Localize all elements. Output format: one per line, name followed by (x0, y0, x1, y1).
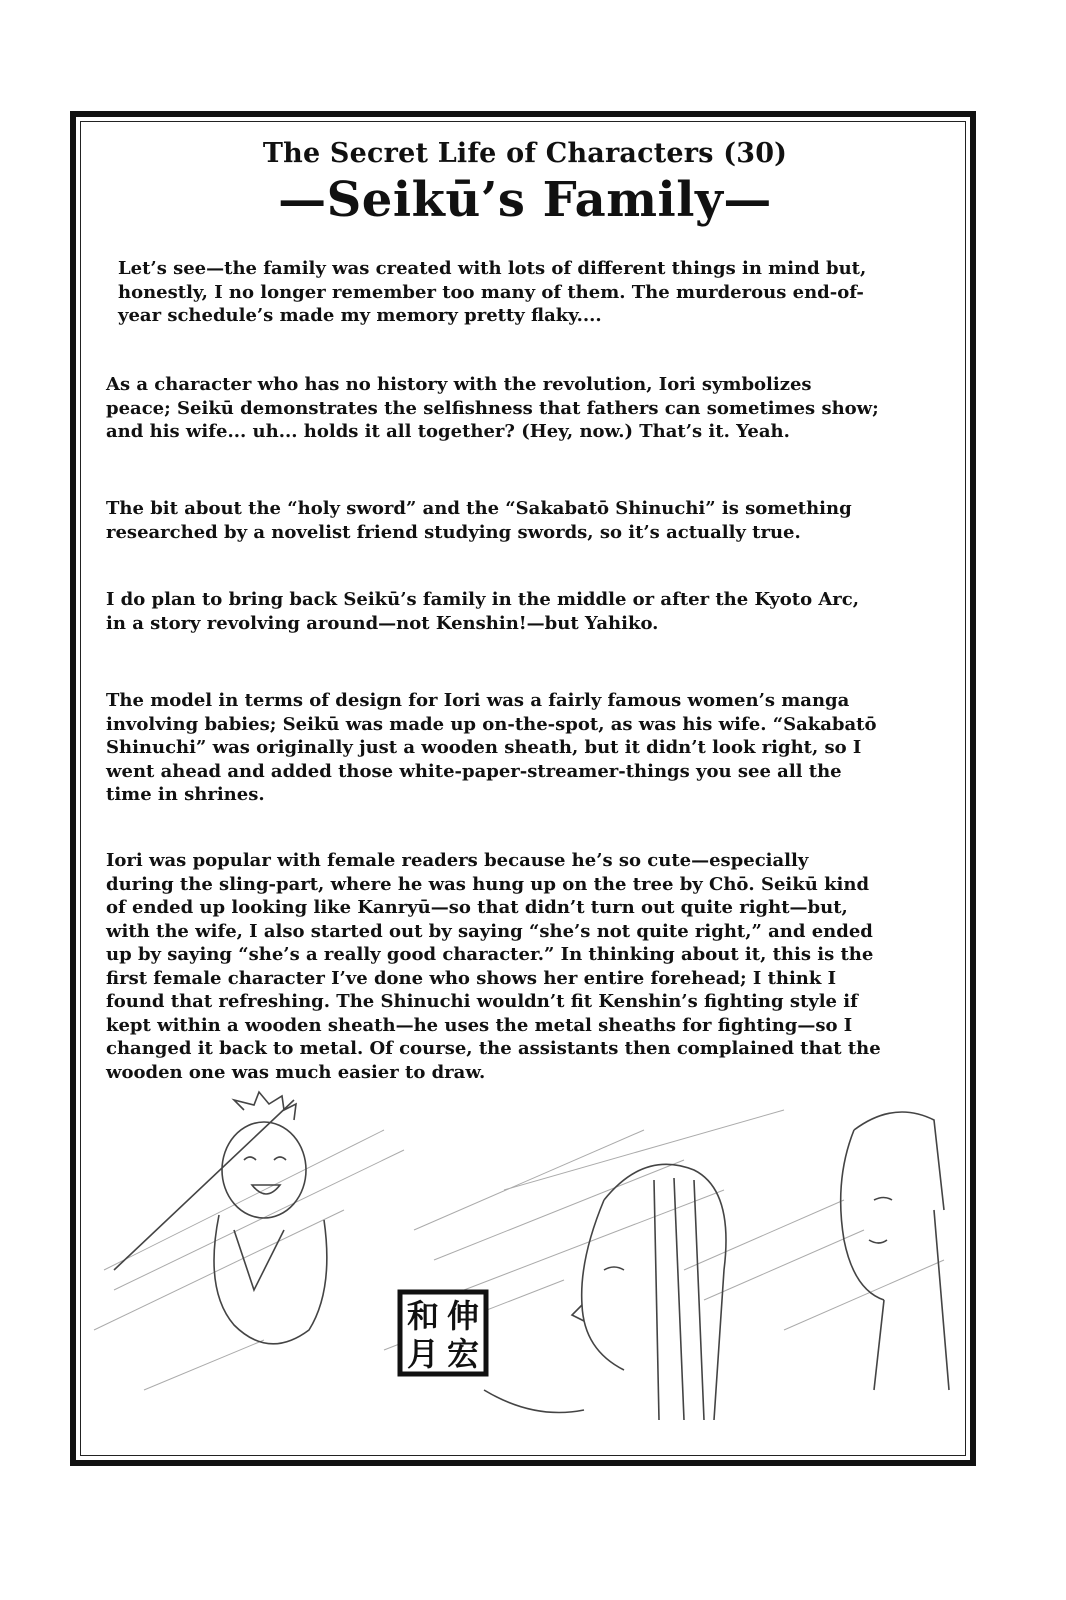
baby-iori-sketch (114, 1092, 327, 1344)
page-subtitle: —Seikū’s Family— (278, 172, 772, 228)
paragraph-design-model: The model in terms of design for Iori was a fairly famous women’s manga involving babies; Seikū was made up on-the-spot, as was his wife. “Sakabatō Shinuchi” was originally just a wooden sheath, but it didn’t look right, so I went ahead and added those white-paper-streamer-things you see all the time in shrines. (106, 690, 877, 805)
seiku-sketch (841, 1112, 949, 1390)
paragraph-intro: Let’s see—the family was created with lots of different things in mind but, honestly, I no longer remember too many of them. The murderous end-of- year schedule’s made my memory pretty flaky.... (118, 258, 867, 326)
paragraph-holy-sword: The bit about the “holy sword” and the “Sakabatō Shinuchi” is something researched by a novelist friend studying swords, so it’s actually true. (106, 498, 852, 543)
page-title: The Secret Life of Characters (30) (262, 138, 788, 169)
svg-text:月: 月 (406, 1335, 440, 1373)
seiku-wife-sketch (484, 1164, 726, 1420)
paragraph-symbolism: As a character who has no history with the revolution, Iori symbolizes peace; Seikū demonstrates the selfishness that fathers can sometimes show; and his wife... uh... holds it all together? (Hey, now.) That’s it. Yeah. (106, 374, 879, 442)
svg-text:伸: 伸 (446, 1297, 480, 1335)
artist-seal (397, 1289, 489, 1377)
svg-text:和: 和 (406, 1297, 440, 1335)
character-sketch-illustration (84, 1090, 962, 1452)
paragraph-popularity: Iori was popular with female readers because he’s so cute—especially during the sling-part, where he was hung up on the tree by Chō. Seikū kind of ended up looking like Kanryū—so that didn’t turn out quite right—but, with the wife, I also started out by saying “she’s not quite right,” and ended up by saying “she’s a really good character.” In thinking about it, this is the first female character I’ve done who shows her entire forehead; I think I found that refreshing. The Shinuchi wouldn’t fit Kenshin’s fighting style if kept within a wooden sheath—he uses the metal sheaths for fighting—so I changed it back to metal. Of course, the assistants then complained that the wooden one was much easier to draw. (106, 850, 881, 1083)
paragraph-future-plans: I do plan to bring back Seikū’s family in the middle or after the Kyoto Arc, in a story revolving around—not Kenshin!—but Yahiko. (106, 589, 860, 634)
svg-text:宏: 宏 (446, 1335, 480, 1373)
